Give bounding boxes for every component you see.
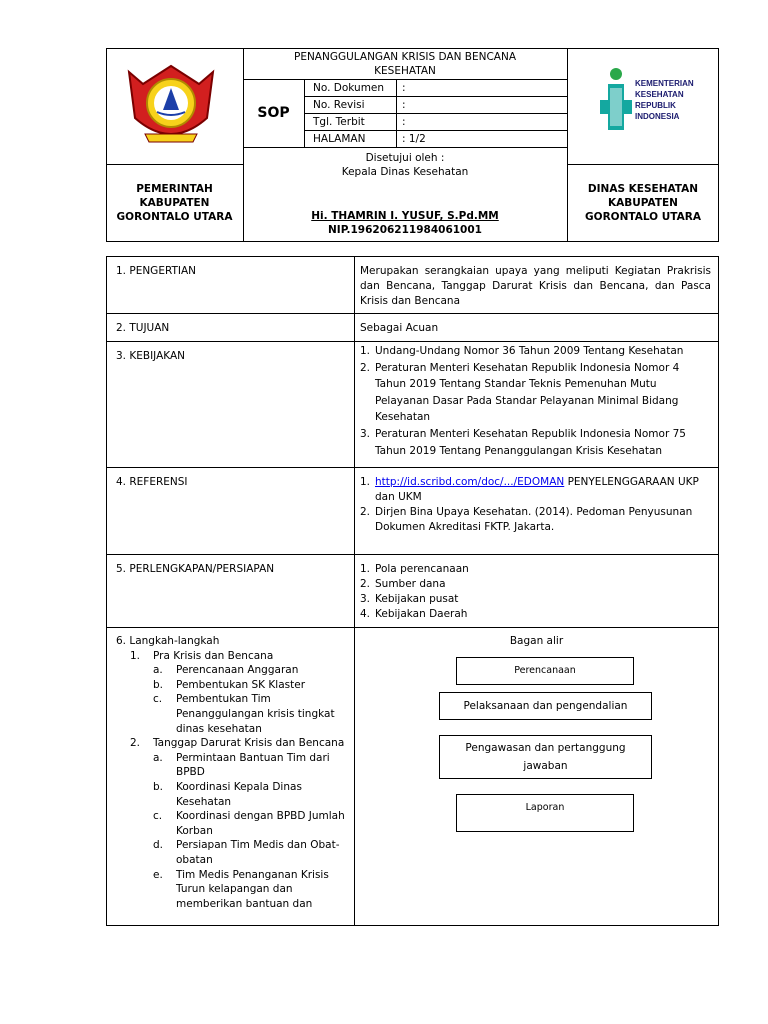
approval-block xyxy=(243,151,567,179)
section-label-referensi: 4. REFERENSI xyxy=(116,476,188,488)
list-item: 2. Sumber dana xyxy=(360,578,446,590)
document-title: PENANGGULANGAN KRISIS DAN BENCANA KESEHATAN xyxy=(293,51,517,77)
pengertian-text: Merupakan serangkaian upaya yang meliputi Kegiatan Prakrisis dan Bencana, Tanggap Darurat Krisis dan Bencana, dan Pasca Krisis dan Bencana xyxy=(360,265,711,307)
flow-box-perencanaan: Perencanaan xyxy=(456,657,634,685)
kemenkes-logo-text: KEMENTERIAN KESEHATAN REPUBLIK INDONESIA xyxy=(635,79,694,121)
meta-value-2: : xyxy=(402,116,406,128)
flowchart-title: Bagan alir xyxy=(509,635,564,647)
approver-nip: NIP.196206211984061001 xyxy=(328,224,482,236)
perlengkapan-list xyxy=(360,562,469,622)
kebijakan-list xyxy=(360,343,712,459)
flow-box-pengawasan: Pengawasan dan pertanggung jawaban xyxy=(439,735,652,779)
flow-box-pelaksanaan: Pelaksanaan dan pengendalian xyxy=(439,692,652,720)
list-item: 1. Undang-Undang Nomor 36 Tahun 2009 Tentang Kesehatan xyxy=(360,345,684,357)
list-item: b. Koordinasi Kepala Dinas Kesehatan xyxy=(153,780,302,808)
meta-value-0: : xyxy=(402,82,406,94)
tujuan-text: Sebagai Acuan xyxy=(360,322,439,334)
meta-value-3: : 1/2 xyxy=(402,133,426,145)
section-label-tujuan: 2. TUJUAN xyxy=(116,322,170,334)
section-label-pengertian: 1. PENGERTIAN xyxy=(116,265,197,277)
meta-value-1: : xyxy=(402,99,406,111)
langkah-list xyxy=(116,634,348,911)
right-org: DINAS KESEHATAN KABUPATEN GORONTALO UTARA xyxy=(585,183,701,223)
section-label-kebijakan: 3. KEBIJAKAN xyxy=(116,350,186,362)
reference-link[interactable]: http://id.scribd.com/doc/.../EDOMAN xyxy=(375,476,565,488)
sop-label: SOP xyxy=(257,105,290,121)
list-item: 2. Peraturan Menteri Kesehatan Republik Indonesia Nomor 4 Tahun 2019 Tentang Standar Teknis Pemenuhan Mutu Pelayanan Dasar Pada Standar Pelayanan Minimal Bidang Kesehatan xyxy=(360,361,680,424)
list-item: c. Pembentukan Tim Penanggulangan krisis tingkat dinas kesehatan xyxy=(153,693,335,735)
approved-label: Disetujui oleh : xyxy=(365,152,445,164)
list-item: d. Persiapan Tim Medis dan Obat-obatan xyxy=(153,839,340,866)
section-label-langkah: 6. Langkah-langkah xyxy=(116,635,220,647)
list-item: a. Permintaan Bantuan Tim dari BPBD xyxy=(153,751,330,779)
list-item: 1. Pola perencanaan xyxy=(360,563,469,575)
list-item: 1. http://id.scribd.com/doc/.../EDOMAN PENYELENGGARAAN UKP dan UKM xyxy=(360,476,699,503)
list-item: 2. Tanggap Darurat Krisis dan Bencana xyxy=(130,737,345,750)
list-item: e. Tim Medis Penanganan Krisis Turun kelapangan dan memberikan bantuan dan xyxy=(153,868,329,910)
referensi-list xyxy=(360,475,712,535)
section-label-perlengkapan: 5. PERLENGKAPAN/PERSIAPAN xyxy=(116,563,275,575)
list-item: 3. Peraturan Menteri Kesehatan Republik Indonesia Nomor 75 Tahun 2019 Tentang Penanggulangan Krisis Kesehatan xyxy=(360,427,686,457)
list-item: b. Pembentukan SK Klaster xyxy=(153,678,306,691)
meta-label-0: No. Dokumen xyxy=(313,82,385,94)
kabupaten-logo xyxy=(123,60,219,152)
kemenkes-logo xyxy=(594,66,704,150)
list-item: a. Perencanaan Anggaran xyxy=(153,664,299,677)
list-item: 1. Pra Krisis dan Bencana xyxy=(130,649,274,662)
list-item: 4. Kebijakan Daerah xyxy=(360,608,468,620)
meta-label-2: Tgl. Terbit xyxy=(313,116,365,128)
list-item: c. Koordinasi dengan BPBD Jumlah Korban xyxy=(153,810,345,837)
approver-title: Kepala Dinas Kesehatan xyxy=(341,166,469,178)
meta-label-1: No. Revisi xyxy=(313,99,365,111)
list-item: 3. Kebijakan pusat xyxy=(360,593,459,605)
flow-box-laporan: Laporan xyxy=(456,794,634,832)
list-item: 2. Dirjen Bina Upaya Kesehatan. (2014). Pedoman Penyusunan Dokumen Akreditasi FKTP. Jakarta. xyxy=(360,506,693,533)
meta-label-3: HALAMAN xyxy=(313,133,366,145)
approver-signature xyxy=(243,209,567,237)
left-org: PEMERINTAH KABUPATEN GORONTALO UTARA xyxy=(116,183,233,223)
approver-name: Hi. THAMRIN I. YUSUF, S.Pd.MM xyxy=(311,210,499,222)
